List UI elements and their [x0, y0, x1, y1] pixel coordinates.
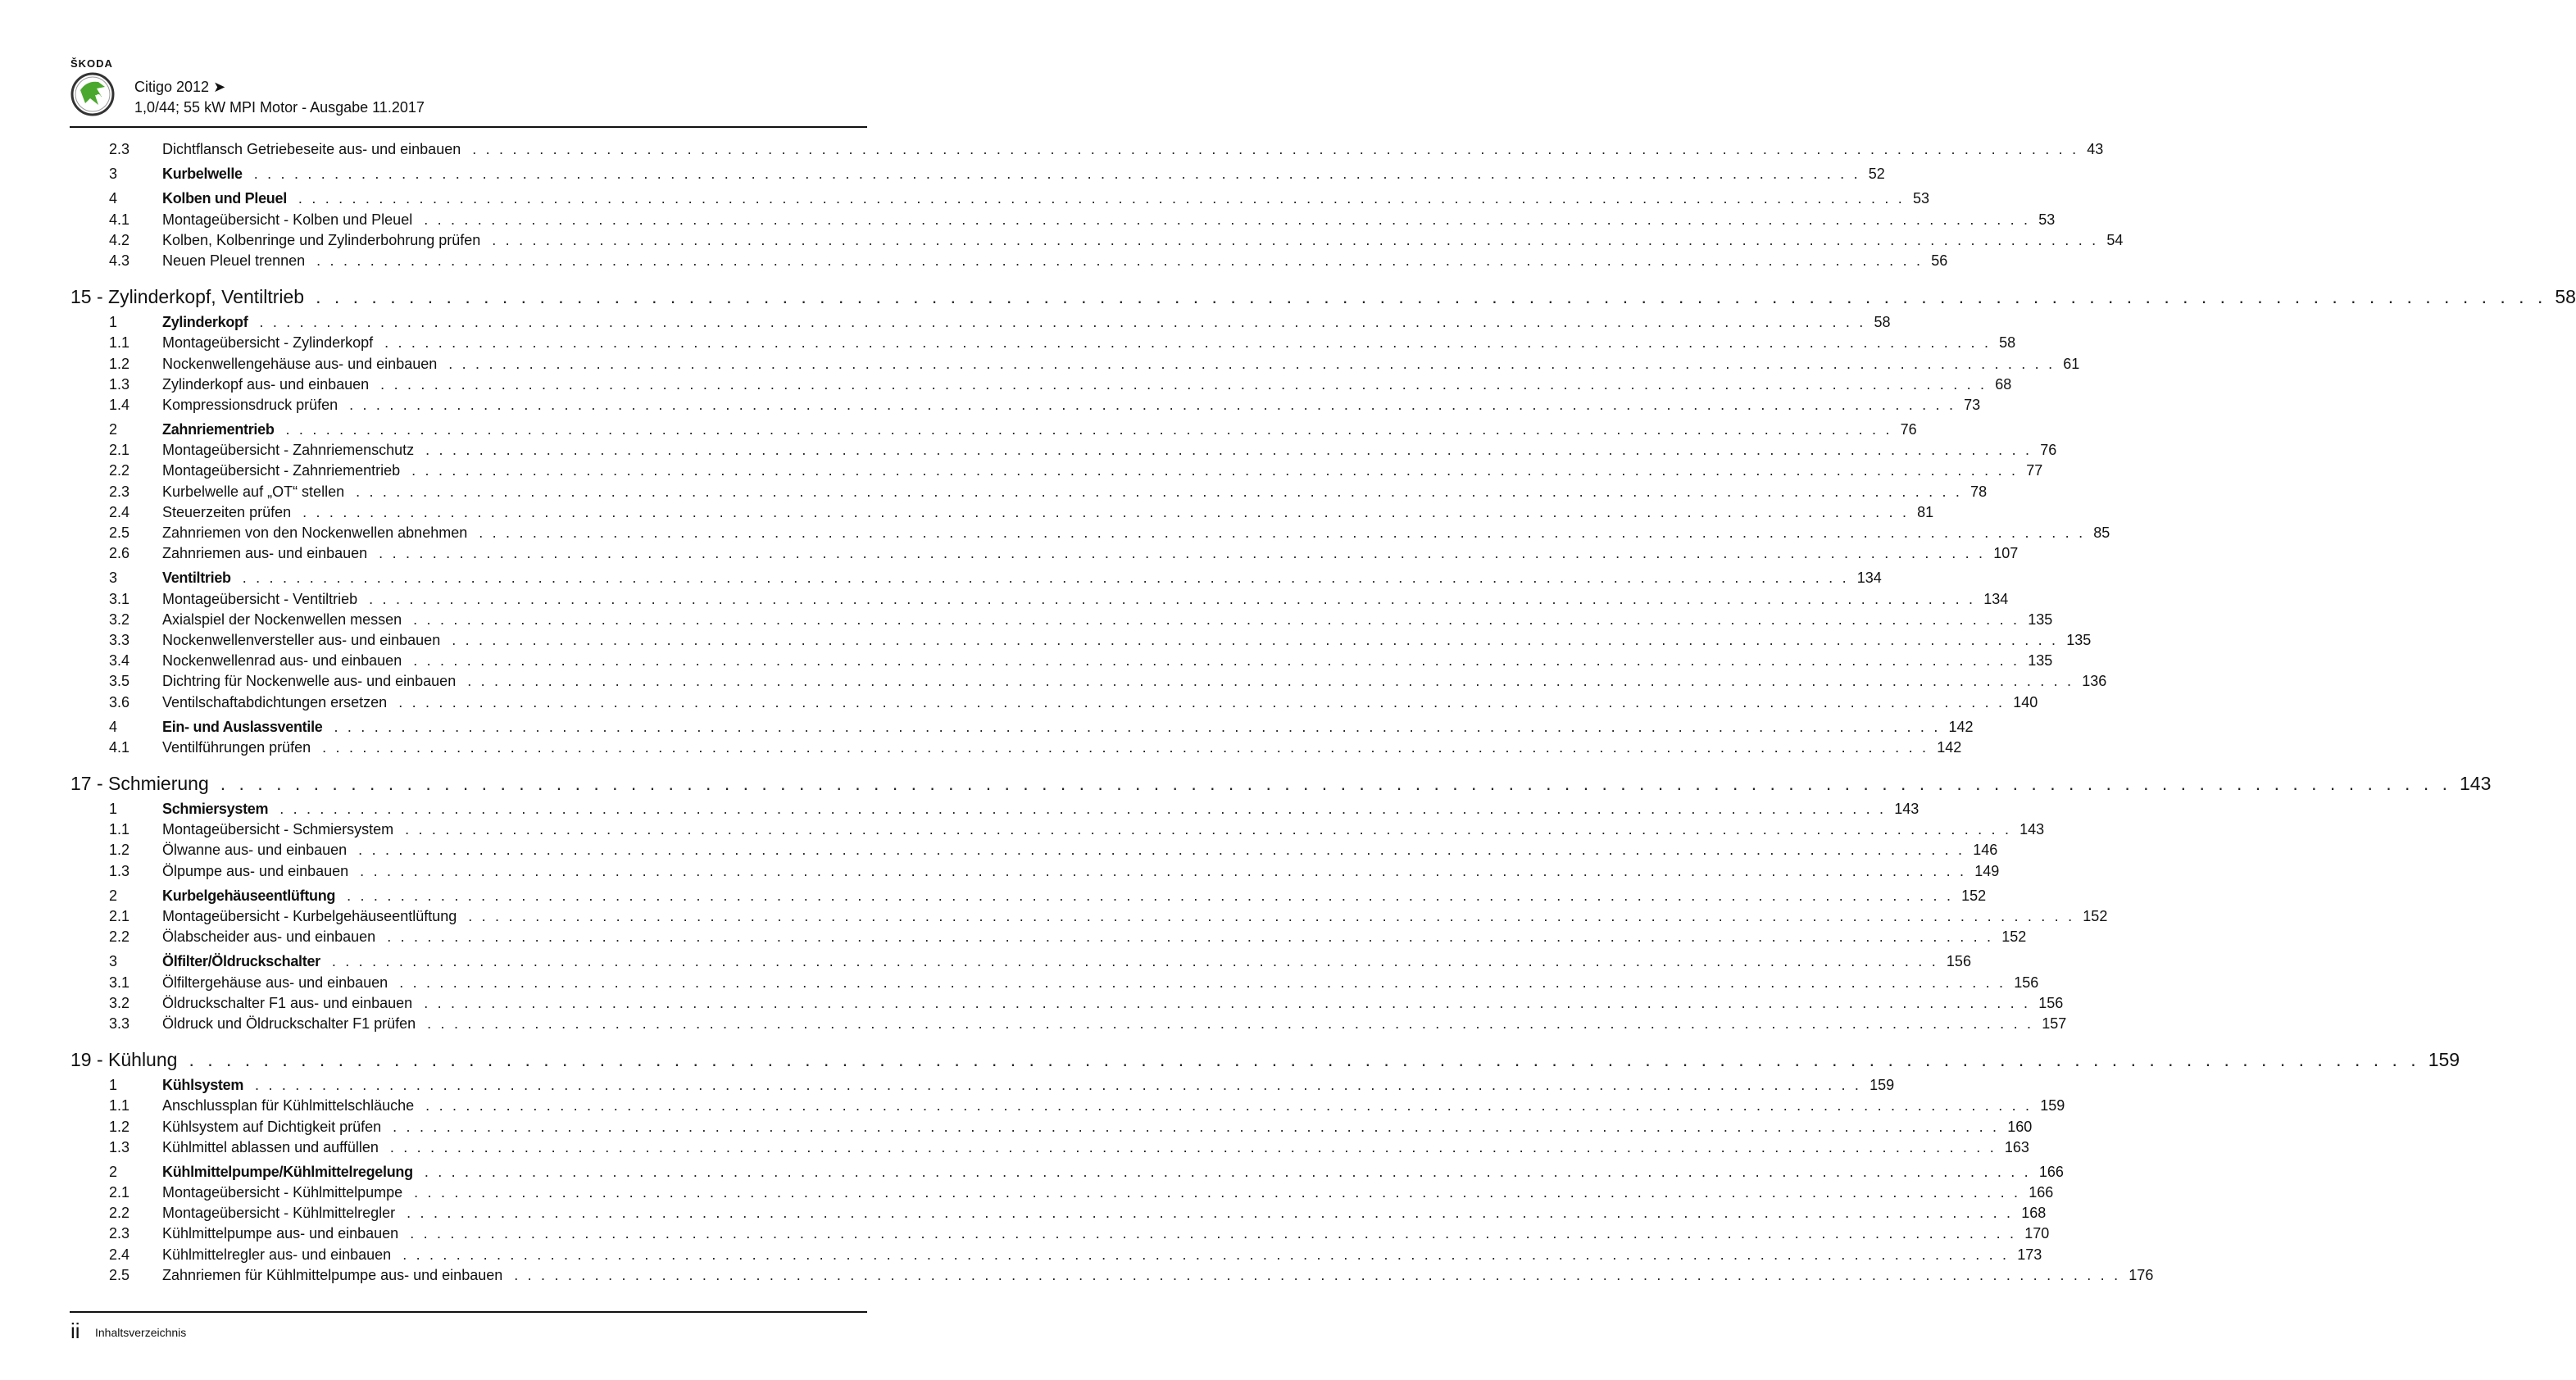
toc-subsection[interactable] [70, 738, 1962, 758]
skoda-logo-icon [70, 72, 115, 116]
toc-title: Öldruck und Öldruckschalter F1 prüfen [162, 1015, 416, 1032]
toc-title: Ölfilter/Öldruckschalter [162, 953, 320, 970]
dot-leader: . . . . . . . . . . . . . . . . . . . . . . . . . . . . . . . . . . . . . . . . . . . . . . . . . . . . . . . . . . . . . . . . . . . . . . . . . . . . . . . . . . . . . . . . . . . . . . . . . . . . . . . . . . . . . . . . . . . . . . . . [279, 801, 1887, 818]
toc-number: 1.2 [109, 355, 130, 372]
toc-number: 4 [109, 718, 118, 735]
toc-subsection[interactable] [70, 861, 2000, 882]
toc-subsection[interactable] [70, 395, 1981, 415]
toc-number: 3.3 [109, 1015, 130, 1032]
dot-leader: . . . . . . . . . . . . . . . . . . . . . . . . . . . . . . . . . . . . . . . . . . . . . . . . . . . . . . . . . . . . . . . . . . . . . . . . . . . . . . . . . . . . . . . . . . . . . . . . . . . . . . . . . . . . . . . . . . . . . . . . [380, 375, 1988, 393]
toc-number: 3.6 [109, 693, 130, 710]
toc-title: Ölfiltergehäuse aus- und einbauen [162, 974, 388, 991]
toc-title: Ventilschaftabdichtungen ersetzen [162, 693, 388, 710]
toc-subsection[interactable] [70, 333, 2016, 353]
dot-leader: . . . . . . . . . . . . . . . . . . . . . . . . . . . . . . . . . . . . . . . . . . . . . . . . . . . . . . . . . . . . . . . . . . . . . . . . . . . . . . . . . . . . . . . . . . . . . . . . . . . . . . . . . . . . . . . . . . . . . . . . [349, 396, 1956, 413]
toc-number: 3.2 [109, 611, 130, 628]
dot-leader: . . . . . . . . . . . . . . . . . . . . . . . . . . . . . . . . . . . . . . . . . . . . . . . . . . . . . . . . . . . . . . . . . . . . . . . . . . . . . . . . . . . . . . . . . . . . . . . . . . . . . . . . . . . . . . . . . . . . . . . . [424, 1163, 2031, 1180]
toc-page-number: 61 [2063, 355, 2080, 372]
dot-leader: . . . . . . . . . . . . . . . . . . . . . . . . . . . . . . . . . . . . . . . . . . . . . . . . . . . . . . . . . . . . . . . . . . . . . . . . . . . . . . . . . . . . . . . . . . . . . . . . . . . . . . . . . . . . . . . . . . . . . . . . [405, 821, 2012, 838]
dot-leader: . . . . . . . . . . . . . . . . . . . . . . . . . . . . . . . . . . . . . . . . . . . . . . . . . . . . . . . . . . . . . . . . . . . . . . . . . . . . . . . . . . . . . . . . . . . . . . . . . . . . . . . . . . . . . . . . . . . . . . . . [316, 286, 2547, 308]
toc-subsection[interactable] [70, 651, 2053, 671]
dot-leader: . . . . . . . . . . . . . . . . . . . . . . . . . . . . . . . . . . . . . . . . . . . . . . . . . . . . . . . . . . . . . . . . . . . . . . . . . . . . . . . . . . . . . . . . . . . . . . . . . . . . . . . . . . . . . . . . . . . . . . . . [384, 334, 1992, 352]
toc-page-number: 68 [1995, 375, 2012, 393]
toc-number: 2.5 [109, 1266, 130, 1283]
toc-number: 2 [109, 887, 118, 904]
toc-number: 1.1 [109, 1097, 130, 1114]
toc-section[interactable] [70, 164, 1885, 184]
toc-title: Neuen Pleuel trennen [162, 252, 306, 269]
dot-leader: . . . . . . . . . . . . . . . . . . . . . . . . . . . . . . . . . . . . . . . . . . . . . . . . . . . . . . . . . . . . . . . . . . . . . . . . . . . . . . . . . . . . . . . . . . . . . . . . . . . . . . . . . . . . . . . . . . . . . . . . [255, 1077, 1862, 1094]
toc-page-number: 173 [2017, 1246, 2042, 1263]
dot-leader: . . . . . . . . . . . . . . . . . . . . . . . . . . . . . . . . . . . . . . . . . . . . . . . . . . . . . . . . . . . . . . . . . . . . . . . . . . . . . . . . . . . . . . . . . . . . . . . . . . . . . . . . . . . . . . . . . . . . . . . . [356, 483, 1963, 500]
toc-title: Zylinderkopf aus- und einbauen [162, 375, 370, 393]
dot-leader: . . . . . . . . . . . . . . . . . . . . . . . . . . . . . . . . . . . . . . . . . . . . . . . . . . . . . . . . . . . . . . . . . . . . . . . . . . . . . . . . . . . . . . . . . . . . . . . . . . . . . . . . . . . . . . . . . . . . . . . . [427, 1015, 2034, 1032]
dot-leader: . . . . . . . . . . . . . . . . . . . . . . . . . . . . . . . . . . . . . . . . . . . . . . . . . . . . . . . . . . . . . . . . . . . . . . . . . . . . . . . . . . . . . . . . . . . . . . . . . . . . . . . . . . . . . . . . . . . . . . . . [413, 652, 2020, 670]
toc-number: 2.2 [109, 1205, 130, 1222]
toc-page-number: 107 [1993, 545, 2019, 562]
toc-title: Kühlmittelregler aus- und einbauen [162, 1246, 392, 1263]
toc-page-number: 140 [2013, 693, 2038, 710]
toc-page-number: 166 [2038, 1163, 2064, 1180]
toc-page-number: 160 [2007, 1118, 2033, 1135]
dot-leader: . . . . . . . . . . . . . . . . . . . . . . . . . . . . . . . . . . . . . . . . . . . . . . . . . . . . . . . . . . . . . . . . . . . . . . . . . . . . . . . . . . . . . . . . . . . . . . . . . . . . . . . . . . . . . . . . . . . . . . . . [468, 908, 2075, 924]
dot-leader: . . . . . . . . . . . . . . . . . . . . . . . . . . . . . . . . . . . . . . . . . . . . . . . . . . . . . . . . . . . . . . . . . . . . . . . . . . . . . . . . . . . . . . . . . . . . . . . . . . . . . . . . . . . . . . . . . . . . . . . . [411, 462, 2019, 479]
toc-page-number: 76 [2040, 442, 2057, 459]
toc-subsection[interactable] [70, 993, 2064, 1014]
dot-leader: . . . . . . . . . . . . . . . . . . . . . . . . . . . . . . . . . . . . . . . . . . . . . . . . . . . . . . . . . . . . . . . . . . . . . . . . . . . . . . . . . . . . . . . . . . . . . . . . . . . . . . . . . . . . . . . . . . . . . . . . [322, 738, 1929, 756]
dot-leader: . . . . . . . . . . . . . . . . . . . . . . . . . . . . . . . . . . . . . . . . . . . . . . . . . . . . . . . . . . . . . . . . . . . . . . . . . . . . . . . . . . . . . . . . . . . . . . . . . . . . . . . . . . . . . . . . . . . . . . . . [331, 953, 1938, 970]
toc-section[interactable] [70, 312, 1891, 333]
toc-number: 4 [109, 190, 118, 207]
toc-section[interactable] [70, 420, 1917, 440]
toc-subsection[interactable] [70, 139, 2104, 160]
table-of-contents [70, 139, 2576, 1286]
toc-section[interactable] [70, 1075, 1895, 1096]
toc-page-number: 152 [2083, 908, 2108, 924]
toc-title: Kolben und Pleuel [162, 190, 287, 207]
toc-subsection[interactable] [70, 1014, 2067, 1034]
toc-page-number: 156 [1946, 953, 1971, 970]
toc-title: Dichtflansch Getriebeseite aus- und einbauen [162, 141, 461, 157]
toc-page-number: 146 [1973, 842, 1998, 859]
toc-page-number: 85 [2093, 524, 2110, 541]
toc-title: Kühlmittelpumpe aus- und einbauen [162, 1225, 399, 1242]
toc-title: Kühlsystem [162, 1077, 244, 1094]
toc-number: 1.4 [109, 396, 130, 413]
toc-page-number: 135 [2028, 652, 2053, 670]
toc-chapter[interactable] [70, 772, 2492, 795]
toc-number: 4.1 [109, 738, 130, 756]
toc-section[interactable] [70, 568, 1882, 588]
toc-page-number: 134 [1856, 570, 1882, 587]
toc-title: Zylinderkopf [162, 314, 248, 331]
toc-title: Zahnriemen von den Nockenwellen abnehmen [162, 524, 468, 541]
toc-number: 1 [109, 801, 118, 818]
toc-number: 1.1 [109, 334, 130, 352]
toc-title: Kurbelwelle [162, 166, 243, 183]
toc-page-number: 78 [1970, 483, 1988, 500]
toc-page-number: 159 [1870, 1077, 1895, 1094]
footer-title: Inhaltsverzeichnis [95, 1326, 187, 1339]
dot-leader: . . . . . . . . . . . . . . . . . . . . . . . . . . . . . . . . . . . . . . . . . . . . . . . . . . . . . . . . . . . . . . . . . . . . . . . . . . . . . . . . . . . . . . . . . . . . . . . . . . . . . . . . . . . . . . . . . . . . . . . . [413, 611, 2020, 628]
toc-number: 3.5 [109, 673, 130, 690]
dot-leader: . . . . . . . . . . . . . . . . . . . . . . . . . . . . . . . . . . . . . . . . . . . . . . . . . . . . . . . . . . . . . . . . . . . . . . . . . . . . . . . . . . . . . . . . . . . . . . . . . . . . . . . . . . . . . . . . . . . . . . . . [360, 862, 1967, 879]
toc-title: 17 - Schmierung [70, 773, 209, 795]
toc-title: Zahnriemen für Kühlmittelpumpe aus- und einbauen [162, 1266, 503, 1283]
toc-page-number: 58 [1999, 334, 2016, 352]
toc-page-number: 149 [1974, 862, 2000, 879]
toc-subsection[interactable] [70, 906, 2108, 927]
toc-number: 2.2 [109, 928, 130, 946]
toc-page-number: 156 [2038, 994, 2064, 1011]
toc-page-number: 170 [2024, 1225, 2050, 1242]
toc-page-number: 58 [1874, 314, 1891, 331]
toc-title: Ölpumpe aus- und einbauen [162, 862, 349, 879]
toc-number: 2.4 [109, 503, 130, 520]
toc-title: Kurbelgehäuseentlüftung [162, 887, 336, 904]
toc-title: Montageübersicht - Zylinderkopf [162, 334, 374, 352]
toc-title: Anschlussplan für Kühlmittelschläuche [162, 1097, 415, 1114]
toc-chapter[interactable] [70, 1048, 2460, 1071]
toc-page-number: 136 [2082, 673, 2107, 690]
dot-leader: . . . . . . . . . . . . . . . . . . . . . . . . . . . . . . . . . . . . . . . . . . . . . . . . . . . . . . . . . . . . . . . . . . . . . . . . . . . . . . . . . . . . . . . . . . . . . . . . . . . . . . . . . . . . . . . . . . . . . . . . [302, 503, 1910, 520]
dot-leader: . . . . . . . . . . . . . . . . . . . . . . . . . . . . . . . . . . . . . . . . . . . . . . . . . . . . . . . . . . . . . . . . . . . . . . . . . . . . . . . . . . . . . . . . . . . . . . . . . . . . . . . . . . . . . . . . . . . . . . . . [242, 570, 1849, 587]
dot-leader: . . . . . . . . . . . . . . . . . . . . . . . . . . . . . . . . . . . . . . . . . . . . . . . . . . . . . . . . . . . . . . . . . . . . . . . . . . . . . . . . . . . . . . . . . . . . . . . . . . . . . . . . . . . . . . . . . . . . . . . . [220, 773, 2451, 795]
toc-title: Nockenwellengehäuse aus- und einbauen [162, 355, 438, 372]
toc-number: 1.3 [109, 375, 130, 393]
dot-leader: . . . . . . . . . . . . . . . . . . . . . . . . . . . . . . . . . . . . . . . . . . . . . . . . . . . . . . . . . . . . . . . . . . . . . . . . . . . . . . . . . . . . . . . . . . . . . . . . . . . . . . . . . . . . . . . . . . . . . . . . [407, 1205, 2014, 1222]
toc-page-number: 77 [2026, 462, 2043, 479]
toc-number: 2.3 [109, 483, 130, 500]
toc-subsection[interactable] [70, 1183, 2054, 1203]
toc-title: Kompressionsdruck prüfen [162, 396, 338, 413]
toc-number: 4.2 [109, 231, 130, 248]
dot-leader: . . . . . . . . . . . . . . . . . . . . . . . . . . . . . . . . . . . . . . . . . . . . . . . . . . . . . . . . . . . . . . . . . . . . . . . . . . . . . . . . . . . . . . . . . . . . . . . . . . . . . . . . . . . . . . . . . . . . . . . . [452, 631, 2059, 648]
toc-subsection[interactable] [70, 1096, 2065, 1116]
toc-number: 3.1 [109, 590, 130, 607]
toc-title: Steuerzeiten prüfen [162, 503, 292, 520]
dot-leader: . . . . . . . . . . . . . . . . . . . . . . . . . . . . . . . . . . . . . . . . . . . . . . . . . . . . . . . . . . . . . . . . . . . . . . . . . . . . . . . . . . . . . . . . . . . . . . . . . . . . . . . . . . . . . . . . . . . . . . . . [347, 887, 1954, 904]
toc-title: Montageübersicht - Schmiersystem [162, 821, 394, 838]
dot-leader: . . . . . . . . . . . . . . . . . . . . . . . . . . . . . . . . . . . . . . . . . . . . . . . . . . . . . . . . . . . . . . . . . . . . . . . . . . . . . . . . . . . . . . . . . . . . . . . . . . . . . . . . . . . . . . . . . . . . . . . . [479, 524, 2086, 541]
toc-number: 2.2 [109, 462, 130, 479]
toc-number: 3.1 [109, 974, 130, 991]
toc-page-number: 143 [2460, 773, 2492, 795]
toc-page-number: 134 [1983, 590, 2009, 607]
toc-page-number: 43 [2087, 141, 2104, 157]
toc-title: Kühlmittel ablassen und auffüllen [162, 1138, 379, 1155]
toc-number: 3.4 [109, 652, 130, 670]
toc-page-number: 81 [1917, 503, 1934, 520]
toc-page-number: 135 [2066, 631, 2092, 648]
toc-page-number: 157 [2042, 1015, 2067, 1032]
toc-page-number: 53 [2038, 211, 2056, 228]
toc-subsection[interactable] [70, 1245, 2042, 1265]
dot-leader: . . . . . . . . . . . . . . . . . . . . . . . . . . . . . . . . . . . . . . . . . . . . . . . . . . . . . . . . . . . . . . . . . . . . . . . . . . . . . . . . . . . . . . . . . . . . . . . . . . . . . . . . . . . . . . . . . . . . . . . . [424, 994, 2031, 1011]
toc-number: 2.3 [109, 1225, 130, 1242]
toc-page-number: 58 [2555, 286, 2576, 308]
toc-number: 2 [109, 1163, 118, 1180]
toc-number: 1.2 [109, 842, 130, 859]
toc-subsection[interactable] [70, 210, 2056, 230]
toc-page-number: 53 [1912, 190, 1929, 207]
dot-leader: . . . . . . . . . . . . . . . . . . . . . . . . . . . . . . . . . . . . . . . . . . . . . . . . . . . . . . . . . . . . . . . . . . . . . . . . . . . . . . . . . . . . . . . . . . . . . . . . . . . . . . . . . . . . . . . . . . . . . . . . [425, 442, 2033, 459]
toc-page-number: 76 [1900, 421, 1917, 438]
toc-page-number: 156 [2014, 974, 2039, 991]
toc-title: Öldruckschalter F1 aus- und einbauen [162, 994, 413, 1011]
header-rule [70, 126, 867, 128]
footer-rule [70, 1311, 867, 1313]
dot-leader: . . . . . . . . . . . . . . . . . . . . . . . . . . . . . . . . . . . . . . . . . . . . . . . . . . . . . . . . . . . . . . . . . . . . . . . . . . . . . . . . . . . . . . . . . . . . . . . . . . . . . . . . . . . . . . . . . . . . . . . . [402, 1246, 2010, 1263]
toc-subsection[interactable] [70, 589, 2009, 610]
header-model: Citigo 2012 ➤ [134, 79, 226, 95]
toc-title: Montageübersicht - Kolben und Pleuel [162, 211, 413, 228]
toc-title: Axialspiel der Nockenwellen messen [162, 611, 402, 628]
toc-page-number: 159 [2040, 1097, 2065, 1114]
toc-title: Montageübersicht - Zahnriementrieb [162, 462, 401, 479]
toc-subsection[interactable] [70, 630, 2092, 651]
toc-number: 4.1 [109, 211, 130, 228]
toc-title: Kühlsystem auf Dichtigkeit prüfen [162, 1118, 382, 1135]
toc-number: 4.3 [109, 252, 130, 269]
dot-leader: . . . . . . . . . . . . . . . . . . . . . . . . . . . . . . . . . . . . . . . . . . . . . . . . . . . . . . . . . . . . . . . . . . . . . . . . . . . . . . . . . . . . . . . . . . . . . . . . . . . . . . . . . . . . . . . . . . . . . . . . [425, 1097, 2033, 1114]
toc-subsection[interactable] [70, 840, 1998, 860]
toc-subsection[interactable] [70, 230, 2124, 251]
toc-chapter[interactable] [70, 285, 2576, 308]
toc-section[interactable] [70, 886, 1987, 906]
dot-leader: . . . . . . . . . . . . . . . . . . . . . . . . . . . . . . . . . . . . . . . . . . . . . . . . . . . . . . . . . . . . . . . . . . . . . . . . . . . . . . . . . . . . . . . . . . . . . . . . . . . . . . . . . . . . . . . . . . . . . . . . [253, 166, 1860, 183]
toc-page-number: 142 [1948, 718, 1974, 735]
toc-title: 15 - Zylinderkopf, Ventiltrieb [70, 286, 305, 308]
toc-section[interactable] [70, 1162, 2064, 1183]
toc-subsection[interactable] [70, 251, 1948, 271]
toc-title: Ein- und Auslassventile [162, 718, 323, 735]
toc-number: 1.2 [109, 1118, 130, 1135]
toc-section[interactable] [70, 799, 1920, 819]
dot-leader: . . . . . . . . . . . . . . . . . . . . . . . . . . . . . . . . . . . . . . . . . . . . . . . . . . . . . . . . . . . . . . . . . . . . . . . . . . . . . . . . . . . . . . . . . . . . . . . . . . . . . . . . . . . . . . . . . . . . . . . . [189, 1049, 2420, 1071]
toc-number: 1.3 [109, 1138, 130, 1155]
dot-leader: . . . . . . . . . . . . . . . . . . . . . . . . . . . . . . . . . . . . . . . . . . . . . . . . . . . . . . . . . . . . . . . . . . . . . . . . . . . . . . . . . . . . . . . . . . . . . . . . . . . . . . . . . . . . . . . . . . . . . . . . [424, 211, 2031, 228]
toc-section[interactable] [70, 717, 1974, 738]
toc-number: 1.3 [109, 862, 130, 879]
toc-subsection[interactable] [70, 1223, 2050, 1244]
dot-leader: . . . . . . . . . . . . . . . . . . . . . . . . . . . . . . . . . . . . . . . . . . . . . . . . . . . . . . . . . . . . . . . . . . . . . . . . . . . . . . . . . . . . . . . . . . . . . . . . . . . . . . . . . . . . . . . . . . . . . . . . [358, 842, 1965, 859]
toc-number: 3 [109, 166, 118, 183]
toc-page-number: 168 [2021, 1205, 2047, 1222]
dot-leader: . . . . . . . . . . . . . . . . . . . . . . . . . . . . . . . . . . . . . . . . . . . . . . . . . . . . . . . . . . . . . . . . . . . . . . . . . . . . . . . . . . . . . . . . . . . . . . . . . . . . . . . . . . . . . . . . . . . . . . . . [259, 314, 1866, 331]
toc-number: 2 [109, 421, 118, 438]
toc-title: Dichtring für Nockenwelle aus- und einbauen [162, 673, 457, 690]
toc-number: 2.1 [109, 908, 130, 924]
toc-title: Zahnriementrieb [162, 421, 275, 438]
dot-leader: . . . . . . . . . . . . . . . . . . . . . . . . . . . . . . . . . . . . . . . . . . . . . . . . . . . . . . . . . . . . . . . . . . . . . . . . . . . . . . . . . . . . . . . . . . . . . . . . . . . . . . . . . . . . . . . . . . . . . . . . [398, 693, 2006, 710]
brand-wordmark: ŠKODA [70, 57, 113, 70]
toc-subsection[interactable] [70, 671, 2107, 692]
toc-title: Kurbelwelle auf „OT“ stellen [162, 483, 345, 500]
dot-leader: . . . . . . . . . . . . . . . . . . . . . . . . . . . . . . . . . . . . . . . . . . . . . . . . . . . . . . . . . . . . . . . . . . . . . . . . . . . . . . . . . . . . . . . . . . . . . . . . . . . . . . . . . . . . . . . . . . . . . . . . [410, 1225, 2017, 1242]
toc-subsection[interactable] [70, 819, 2045, 840]
toc-subsection[interactable] [70, 927, 2027, 947]
toc-page-number: 135 [2028, 611, 2053, 628]
toc-subsection[interactable] [70, 1137, 2029, 1158]
toc-page-number: 142 [1937, 738, 1962, 756]
toc-subsection[interactable] [70, 461, 2043, 481]
toc-subsection[interactable] [70, 523, 2110, 543]
toc-page-number: 166 [2029, 1184, 2054, 1201]
toc-title: Ventilführungen prüfen [162, 738, 311, 756]
dot-leader: . . . . . . . . . . . . . . . . . . . . . . . . . . . . . . . . . . . . . . . . . . . . . . . . . . . . . . . . . . . . . . . . . . . . . . . . . . . . . . . . . . . . . . . . . . . . . . . . . . . . . . . . . . . . . . . . . . . . . . . . [399, 974, 2006, 991]
toc-number: 1 [109, 1077, 118, 1094]
toc-page-number: 54 [2106, 231, 2124, 248]
toc-number: 3.2 [109, 994, 130, 1011]
toc-page-number: 152 [1961, 887, 1987, 904]
toc-number: 3.3 [109, 631, 130, 648]
footer-page-number: ii [70, 1319, 80, 1343]
toc-subsection[interactable] [70, 1203, 2047, 1223]
toc-number: 2.3 [109, 141, 130, 157]
dot-leader: . . . . . . . . . . . . . . . . . . . . . . . . . . . . . . . . . . . . . . . . . . . . . . . . . . . . . . . . . . . . . . . . . . . . . . . . . . . . . . . . . . . . . . . . . . . . . . . . . . . . . . . . . . . . . . . . . . . . . . . . [514, 1266, 2121, 1283]
toc-number: 2.4 [109, 1246, 130, 1263]
toc-subsection[interactable] [70, 354, 2080, 375]
header-subtitle: 1,0/44; 55 kW MPI Motor - Ausgabe 11.2017 [134, 99, 425, 116]
dot-leader: . . . . . . . . . . . . . . . . . . . . . . . . . . . . . . . . . . . . . . . . . . . . . . . . . . . . . . . . . . . . . . . . . . . . . . . . . . . . . . . . . . . . . . . . . . . . . . . . . . . . . . . . . . . . . . . . . . . . . . . . [316, 252, 1924, 269]
dot-leader: . . . . . . . . . . . . . . . . . . . . . . . . . . . . . . . . . . . . . . . . . . . . . . . . . . . . . . . . . . . . . . . . . . . . . . . . . . . . . . . . . . . . . . . . . . . . . . . . . . . . . . . . . . . . . . . . . . . . . . . . [492, 231, 2099, 248]
toc-number: 2.5 [109, 524, 130, 541]
toc-number: 2.6 [109, 545, 130, 562]
toc-section[interactable] [70, 951, 1971, 972]
toc-subsection[interactable] [70, 543, 2019, 564]
toc-title: Kühlmittelpumpe/Kühlmittelregelung [162, 1163, 413, 1180]
toc-page-number: 159 [2428, 1049, 2460, 1071]
dot-leader: . . . . . . . . . . . . . . . . . . . . . . . . . . . . . . . . . . . . . . . . . . . . . . . . . . . . . . . . . . . . . . . . . . . . . . . . . . . . . . . . . . . . . . . . . . . . . . . . . . . . . . . . . . . . . . . . . . . . . . . . [414, 1184, 2021, 1201]
toc-page-number: 56 [1931, 252, 1948, 269]
toc-page-number: 143 [2019, 821, 2045, 838]
dot-leader: . . . . . . . . . . . . . . . . . . . . . . . . . . . . . . . . . . . . . . . . . . . . . . . . . . . . . . . . . . . . . . . . . . . . . . . . . . . . . . . . . . . . . . . . . . . . . . . . . . . . . . . . . . . . . . . . . . . . . . . . [393, 1118, 2000, 1135]
toc-number: 2.1 [109, 1184, 130, 1201]
toc-subsection[interactable] [70, 482, 1988, 502]
toc-subsection[interactable] [70, 610, 2053, 630]
dot-leader: . . . . . . . . . . . . . . . . . . . . . . . . . . . . . . . . . . . . . . . . . . . . . . . . . . . . . . . . . . . . . . . . . . . . . . . . . . . . . . . . . . . . . . . . . . . . . . . . . . . . . . . . . . . . . . . . . . . . . . . . [369, 590, 1976, 607]
toc-number: 3 [109, 953, 118, 970]
toc-subsection[interactable] [70, 692, 2038, 713]
toc-subsection[interactable] [70, 440, 2057, 461]
toc-title: 19 - Kühlung [70, 1049, 178, 1071]
toc-title: Montageübersicht - Ventiltrieb [162, 590, 358, 607]
toc-subsection[interactable] [70, 502, 1934, 523]
dot-leader: . . . . . . . . . . . . . . . . . . . . . . . . . . . . . . . . . . . . . . . . . . . . . . . . . . . . . . . . . . . . . . . . . . . . . . . . . . . . . . . . . . . . . . . . . . . . . . . . . . . . . . . . . . . . . . . . . . . . . . . . [285, 421, 1892, 438]
toc-subsection[interactable] [70, 973, 2039, 993]
toc-number: 2.1 [109, 442, 130, 459]
toc-page-number: 143 [1894, 801, 1920, 818]
toc-subsection[interactable] [70, 375, 2012, 395]
toc-subsection[interactable] [70, 1265, 2154, 1286]
toc-title: Montageübersicht - Zahnriemenschutz [162, 442, 415, 459]
toc-title: Schmiersystem [162, 801, 269, 818]
toc-title: Ölwanne aus- und einbauen [162, 842, 348, 859]
toc-title: Nockenwellenversteller aus- und einbauen [162, 631, 441, 648]
dot-leader: . . . . . . . . . . . . . . . . . . . . . . . . . . . . . . . . . . . . . . . . . . . . . . . . . . . . . . . . . . . . . . . . . . . . . . . . . . . . . . . . . . . . . . . . . . . . . . . . . . . . . . . . . . . . . . . . . . . . . . . . [472, 141, 2079, 157]
toc-title: Kolben, Kolbenringe und Zylinderbohrung prüfen [162, 231, 481, 248]
toc-page-number: 73 [1964, 396, 1981, 413]
dot-leader: . . . . . . . . . . . . . . . . . . . . . . . . . . . . . . . . . . . . . . . . . . . . . . . . . . . . . . . . . . . . . . . . . . . . . . . . . . . . . . . . . . . . . . . . . . . . . . . . . . . . . . . . . . . . . . . . . . . . . . . . [387, 928, 1994, 946]
toc-section[interactable] [70, 188, 1929, 209]
dot-leader: . . . . . . . . . . . . . . . . . . . . . . . . . . . . . . . . . . . . . . . . . . . . . . . . . . . . . . . . . . . . . . . . . . . . . . . . . . . . . . . . . . . . . . . . . . . . . . . . . . . . . . . . . . . . . . . . . . . . . . . . [298, 190, 1905, 207]
toc-title: Ventiltrieb [162, 570, 231, 587]
toc-title: Ölabscheider aus- und einbauen [162, 928, 376, 946]
toc-number: 1.1 [109, 821, 130, 838]
toc-page-number: 176 [2128, 1266, 2154, 1283]
toc-number: 3 [109, 570, 118, 587]
toc-title: Montageübersicht - Kühlmittelpumpe [162, 1184, 403, 1201]
toc-number: 1 [109, 314, 118, 331]
toc-title: Zahnriemen aus- und einbauen [162, 545, 368, 562]
toc-subsection[interactable] [70, 1117, 2033, 1137]
toc-page-number: 52 [1868, 166, 1885, 183]
toc-title: Nockenwellenrad aus- und einbauen [162, 652, 402, 670]
toc-title: Montageübersicht - Kurbelgehäuseentlüftung [162, 908, 457, 924]
dot-leader: . . . . . . . . . . . . . . . . . . . . . . . . . . . . . . . . . . . . . . . . . . . . . . . . . . . . . . . . . . . . . . . . . . . . . . . . . . . . . . . . . . . . . . . . . . . . . . . . . . . . . . . . . . . . . . . . . . . . . . . . [379, 545, 1986, 562]
toc-page-number: 152 [2001, 928, 2027, 946]
toc-title: Montageübersicht - Kühlmittelregler [162, 1205, 396, 1222]
dot-leader: . . . . . . . . . . . . . . . . . . . . . . . . . . . . . . . . . . . . . . . . . . . . . . . . . . . . . . . . . . . . . . . . . . . . . . . . . . . . . . . . . . . . . . . . . . . . . . . . . . . . . . . . . . . . . . . . . . . . . . . . [448, 355, 2056, 372]
dot-leader: . . . . . . . . . . . . . . . . . . . . . . . . . . . . . . . . . . . . . . . . . . . . . . . . . . . . . . . . . . . . . . . . . . . . . . . . . . . . . . . . . . . . . . . . . . . . . . . . . . . . . . . . . . . . . . . . . . . . . . . . [334, 718, 1941, 735]
dot-leader: . . . . . . . . . . . . . . . . . . . . . . . . . . . . . . . . . . . . . . . . . . . . . . . . . . . . . . . . . . . . . . . . . . . . . . . . . . . . . . . . . . . . . . . . . . . . . . . . . . . . . . . . . . . . . . . . . . . . . . . . [467, 673, 2074, 690]
dot-leader: . . . . . . . . . . . . . . . . . . . . . . . . . . . . . . . . . . . . . . . . . . . . . . . . . . . . . . . . . . . . . . . . . . . . . . . . . . . . . . . . . . . . . . . . . . . . . . . . . . . . . . . . . . . . . . . . . . . . . . . . [389, 1138, 1997, 1155]
toc-page-number: 163 [2004, 1138, 2029, 1155]
